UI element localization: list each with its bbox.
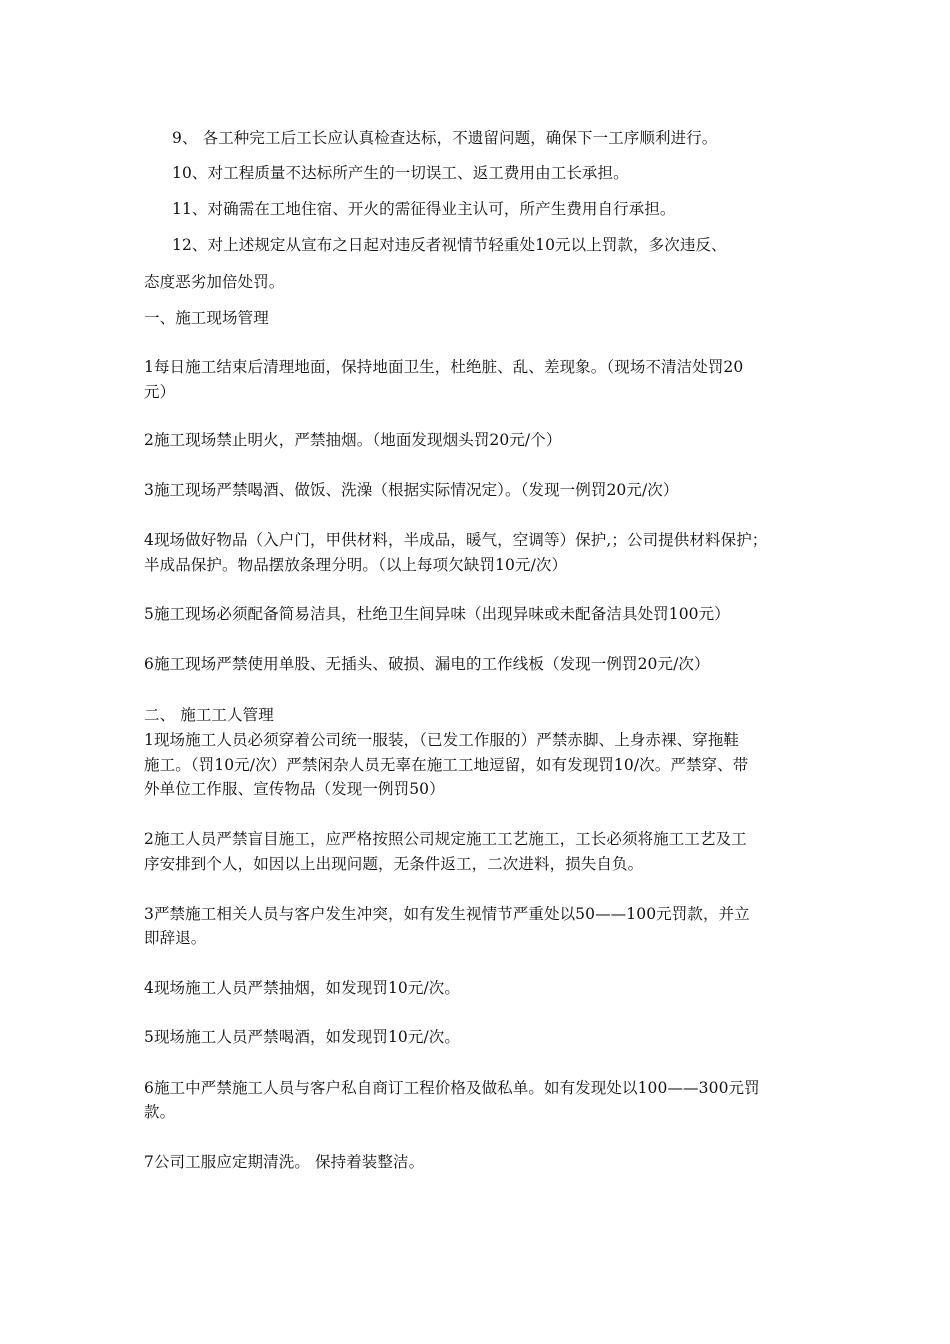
site-rule-3: 3施工现场严禁喝酒、做饭、洗澡（根据实际情况定）。（发现一例罚20元/次） bbox=[144, 481, 679, 499]
worker-rule-2: 2施工人员严禁盲目施工，应严格按照公司规定施工工艺施工，工长必须将施工工艺及工 bbox=[144, 830, 747, 848]
rule-item-11: 11、对确需在工地住宿、开火的需征得业主认可，所产生费用自行承担。 bbox=[172, 200, 676, 218]
rule-item-10: 10、对工程质量不达标所产生的一切误工、返工费用由工长承担。 bbox=[172, 164, 629, 182]
worker-rule-4: 4现场施工人员严禁抽烟，如发现罚10元/次。 bbox=[144, 979, 461, 997]
rule-item-12: 12、对上述规定从宣布之日起对违反者视情节轻重处10元以上罚款，多次违反、 bbox=[172, 236, 727, 254]
worker-rule-6-continued: 款。 bbox=[144, 1103, 176, 1121]
worker-rule-1-continued: 施工。（罚10元/次）严禁闲杂人员无辜在施工工地逗留，如有发现罚10/次。严禁穿、带 bbox=[144, 756, 749, 774]
site-rule-1-continued: 元） bbox=[144, 383, 176, 401]
section-heading-site-management: 一、施工现场管理 bbox=[144, 309, 269, 327]
worker-rule-3: 3严禁施工相关人员与客户发生冲突，如有发生视情节严重处以50——100元罚款，并立 bbox=[144, 905, 750, 923]
site-rule-2: 2施工现场禁止明火，严禁抽烟。（地面发现烟头罚20元/个） bbox=[144, 431, 562, 449]
site-rule-5: 5施工现场必须配备简易洁具，杜绝卫生间异味（出现异味或未配备洁具处罚100元） bbox=[144, 605, 730, 623]
worker-rule-2-continued: 序安排到个人，如因以上出现问题，无条件返工，二次进料，损失自负。 bbox=[144, 855, 644, 873]
worker-rule-7: 7公司工服应定期清洗。 保持着装整洁。 bbox=[144, 1153, 425, 1171]
site-rule-4-continued: 半成品保护。物品摆放条理分明。（以上每项欠缺罚10元/次） bbox=[144, 556, 568, 574]
worker-rule-6: 6施工中严禁施工人员与客户私自商订工程价格及做私单。如有发现处以100——300元罚 bbox=[144, 1079, 760, 1097]
site-rule-4: 4现场做好物品（入户门，甲供材料，半成品，暖气，空调等）保护,；公司提供材料保护； bbox=[144, 531, 768, 549]
worker-rule-5: 5现场施工人员严禁喝酒，如发现罚10元/次。 bbox=[144, 1028, 461, 1046]
worker-rule-3-continued: 即辞退。 bbox=[144, 929, 207, 947]
site-rule-6: 6施工现场严禁使用单股、无插头、破损、漏电的工作线板（发现一例罚20元/次） bbox=[144, 655, 710, 673]
worker-rule-1: 1现场施工人员必须穿着公司统一服装，（已发工作服的）严禁赤脚、上身赤裸、穿拖鞋 bbox=[144, 731, 740, 749]
rule-item-12-continued: 态度恶劣加倍处罚。 bbox=[144, 273, 285, 291]
rule-item-9: 9、 各工种完工后工长应认真检查达标，不遗留问题，确保下一工序顺利进行。 bbox=[172, 129, 718, 147]
section-heading-worker-management: 二、 施工工人管理 bbox=[144, 706, 274, 724]
worker-rule-1-continued-2: 外单位工作服、宣传物品（发现一例罚50） bbox=[144, 780, 445, 798]
site-rule-1: 1每日施工结束后清理地面，保持地面卫生，杜绝脏、乱、差现象。（现场不清洁处罚20 bbox=[144, 358, 744, 376]
